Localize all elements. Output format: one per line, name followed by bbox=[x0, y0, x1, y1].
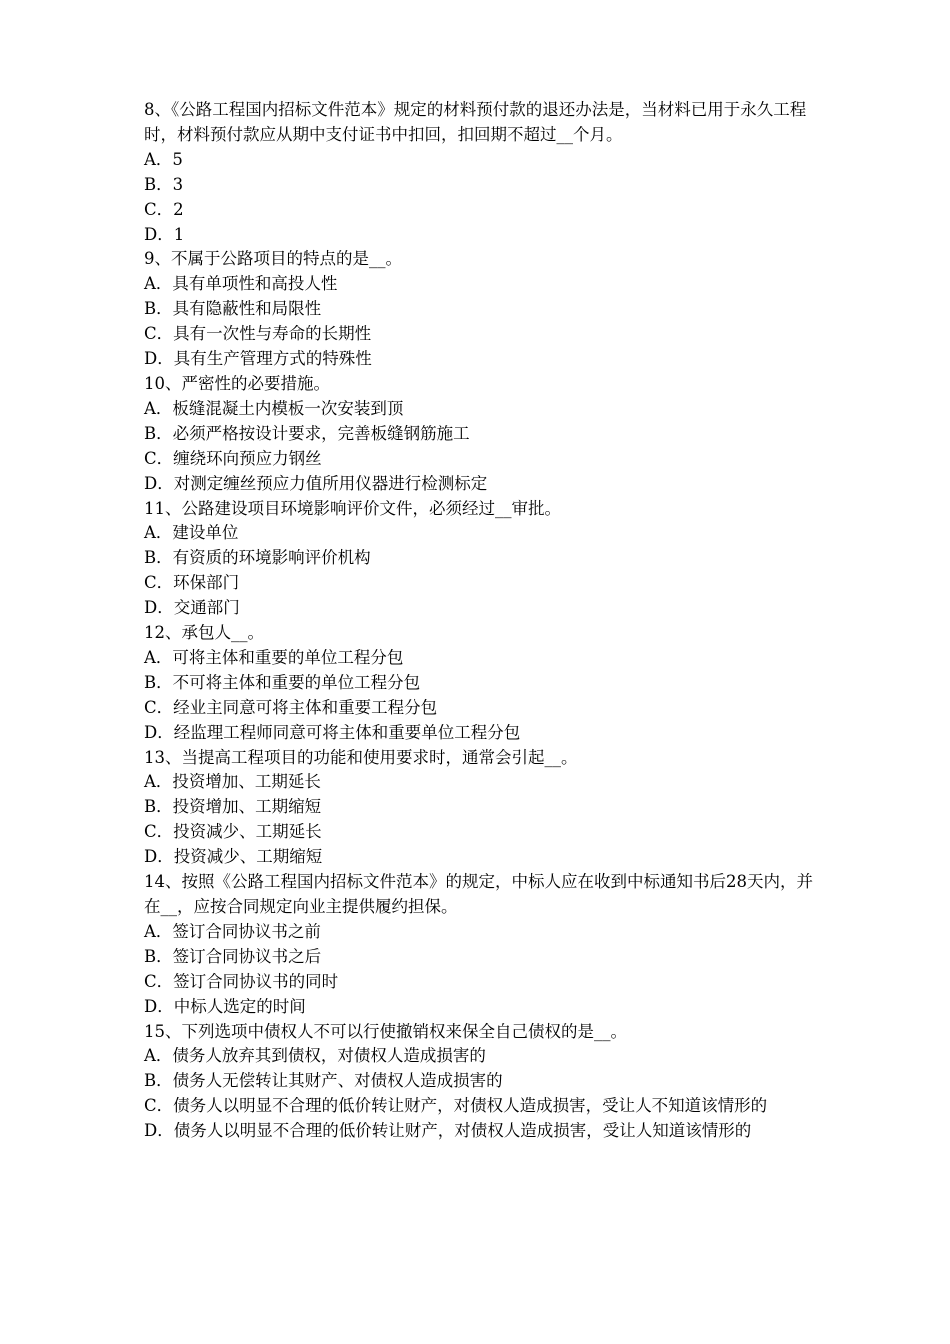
question-stem: 10、严密性的必要措施。 bbox=[144, 373, 330, 393]
answer-option: C．环保部门 bbox=[144, 573, 240, 593]
answer-option: D．1 bbox=[144, 224, 185, 244]
answer-option: C．2 bbox=[144, 199, 184, 219]
answer-option: C．具有一次性与寿命的长期性 bbox=[144, 324, 372, 344]
answer-option: B．具有隐蔽性和局限性 bbox=[144, 299, 322, 319]
answer-option: A．具有单项性和高投人性 bbox=[144, 274, 338, 294]
document-page bbox=[144, 98, 824, 1144]
answer-option: C．签订合同协议书的同时 bbox=[144, 971, 339, 991]
answer-option: D．投资减少、工期缩短 bbox=[144, 847, 323, 867]
answer-option: D．对测定缠丝预应力值所用仪器进行检测标定 bbox=[144, 473, 488, 493]
answer-option: B．债务人无偿转让其财产、对债权人造成损害的 bbox=[144, 1071, 503, 1091]
question-block bbox=[144, 1020, 824, 1145]
answer-option: D．债务人以明显不合理的低价转让财产，对债权人造成损害，受让人知道该情形的 bbox=[144, 1121, 752, 1141]
answer-option: A．可将主体和重要的单位工程分包 bbox=[144, 647, 404, 667]
question-block bbox=[144, 621, 824, 746]
answer-option: D．中标人选定的时间 bbox=[144, 996, 306, 1016]
answer-option: A．5 bbox=[144, 149, 183, 169]
answer-option: A．投资增加、工期延长 bbox=[144, 772, 321, 792]
answer-option: C．投资减少、工期延长 bbox=[144, 822, 322, 842]
question-stem: 11、公路建设项目环境影响评价文件，必须经过__审批。 bbox=[144, 498, 561, 518]
question-block bbox=[144, 497, 824, 622]
answer-option: C．债务人以明显不合理的低价转让财产，对债权人造成损害，受让人不知道该情形的 bbox=[144, 1096, 768, 1116]
answer-option: B．有资质的环境影响评价机构 bbox=[144, 548, 371, 568]
question-block bbox=[144, 870, 824, 1019]
answer-option: A．建设单位 bbox=[144, 523, 239, 543]
question-block bbox=[144, 746, 824, 871]
question-block bbox=[144, 247, 824, 372]
answer-option: C．缠绕环向预应力钢丝 bbox=[144, 448, 322, 468]
answer-option: B．不可将主体和重要的单位工程分包 bbox=[144, 672, 421, 692]
answer-option: D．交通部门 bbox=[144, 598, 240, 618]
question-stem: 14、按照《公路工程国内招标文件范本》的规定，中标人应在收到中标通知书后28天内，并在__，应按合同规定向业主提供履约担保。 bbox=[144, 872, 813, 916]
answer-option: A．债务人放弃其到债权，对债权人造成损害的 bbox=[144, 1046, 486, 1066]
answer-option: C．经业主同意可将主体和重要工程分包 bbox=[144, 697, 438, 717]
question-stem: 13、当提高工程项目的功能和使用要求时，通常会引起__。 bbox=[144, 747, 578, 767]
question-stem: 9、不属于公路项目的特点的是__。 bbox=[144, 249, 402, 269]
question-stem: 12、承包人__。 bbox=[144, 623, 264, 643]
answer-option: B．投资增加、工期缩短 bbox=[144, 797, 322, 817]
answer-option: A．板缝混凝土内模板一次安装到顶 bbox=[144, 398, 404, 418]
question-block bbox=[144, 372, 824, 497]
answer-option: B．签订合同协议书之后 bbox=[144, 946, 322, 966]
answer-option: B．3 bbox=[144, 174, 184, 194]
answer-option: B．必须严格按设计要求，完善板缝钢筋施工 bbox=[144, 423, 470, 443]
question-stem: 8、《公路工程国内招标文件范本》规定的材料预付款的退还办法是，当材料已用于永久工程时，材料预付款应从期中支付证书中扣回，扣回期不超过__个月。 bbox=[144, 100, 807, 144]
question-block bbox=[144, 98, 824, 247]
answer-option: D．具有生产管理方式的特殊性 bbox=[144, 349, 372, 369]
answer-option: A．签订合同协议书之前 bbox=[144, 921, 321, 941]
question-stem: 15、下列选项中债权人不可以行使撤销权来保全自己债权的是__。 bbox=[144, 1021, 627, 1041]
answer-option: D．经监理工程师同意可将主体和重要单位工程分包 bbox=[144, 722, 521, 742]
